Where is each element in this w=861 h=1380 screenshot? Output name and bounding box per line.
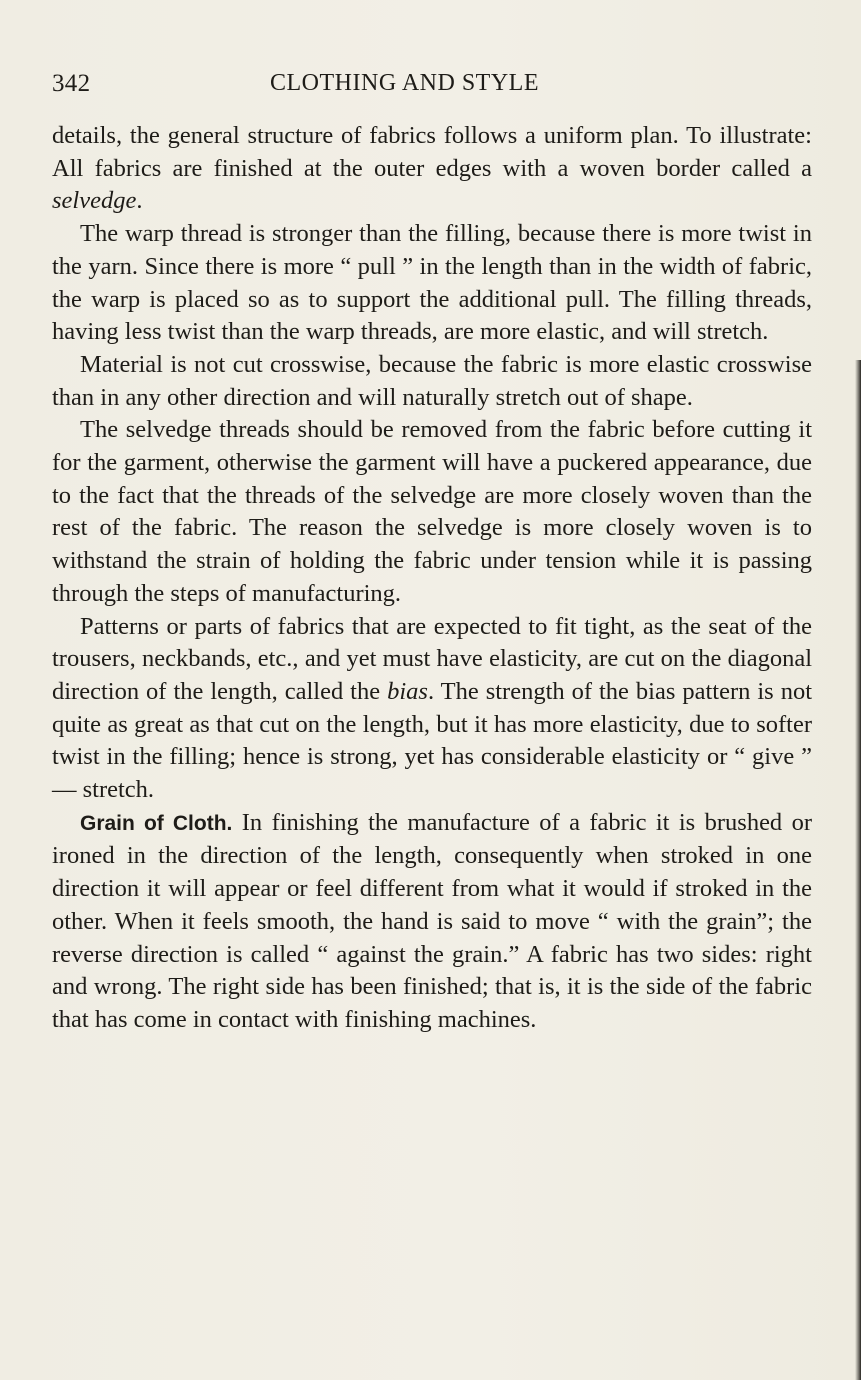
text-segment: Patterns or parts of fabrics that are expected to fit tight, as the seat of the trousers, neckbands, etc., and yet must have elasticity, are cut on the diagonal direction of the length, called the xyxy=(52,612,812,705)
running-head xyxy=(52,70,772,104)
section-run-in-heading: Grain of Cloth. xyxy=(80,811,233,835)
text-segment: The warp thread is stronger than the filling, because there is more twist in the yarn. Since there is more “ pull ” in the length than in the width of fabric, the warp is placed so as to support the additional pull. The filling threads, having less twist than the warp threads, are more elastic, and will stretch. xyxy=(52,220,812,346)
paragraph xyxy=(52,807,812,1037)
italic-term-bias: bias xyxy=(387,677,428,705)
text-segment: The selvedge threads should be removed from the fabric before cutting it for the garment, otherwise the garment will have a puckered appearance, due to the fact that the threads of the selvedge are more closely woven than the rest of the fabric. The reason the selvedge is more closely woven is to withstand the strain of holding the fabric under tension while it is passing through the steps of manufacturing. xyxy=(52,416,812,607)
running-title: CLOTHING AND STYLE xyxy=(270,70,539,96)
text-segment: . xyxy=(136,187,143,215)
page-number: 342 xyxy=(52,70,91,97)
paragraph xyxy=(52,414,812,610)
body-text xyxy=(52,120,812,1037)
text-segment: Material is not cut crosswise, because the fabric is more elastic crosswise than in any other direction and will naturally stretch out of shape. xyxy=(52,350,812,411)
paragraph xyxy=(52,349,812,414)
page-edge-shadow xyxy=(855,360,861,1380)
text-segment: details, the general structure of fabrics follows a uniform plan. To illustrate: All fabrics are finished at the outer edges with a woven border called a xyxy=(52,122,812,182)
italic-term-selvedge: selvedge xyxy=(52,187,137,215)
paragraph xyxy=(52,218,812,349)
text-segment: In finishing the manufacture of a fabric it is brushed or ironed in the direction of the length, consequently when stroked in one direction it will appear or feel different from what it would if stroked in the other. When it feels smooth, the hand is said to move “ with the grain”; the reverse direction is called “ against the grain.” A fabric has two sides: right and wrong. The right side has been finished; that is, it is the side of the fabric that has come in contact with finishing machines. xyxy=(52,808,812,1033)
paragraph xyxy=(52,611,812,807)
text-segment: . The strength of the bias pattern is not quite as great as that cut on the length, but it has more elasticity, due to softer twist in the filling; hence is strong, yet has considerable elasticity or “ give ” — stretch. xyxy=(52,677,812,804)
paragraph xyxy=(52,120,812,218)
